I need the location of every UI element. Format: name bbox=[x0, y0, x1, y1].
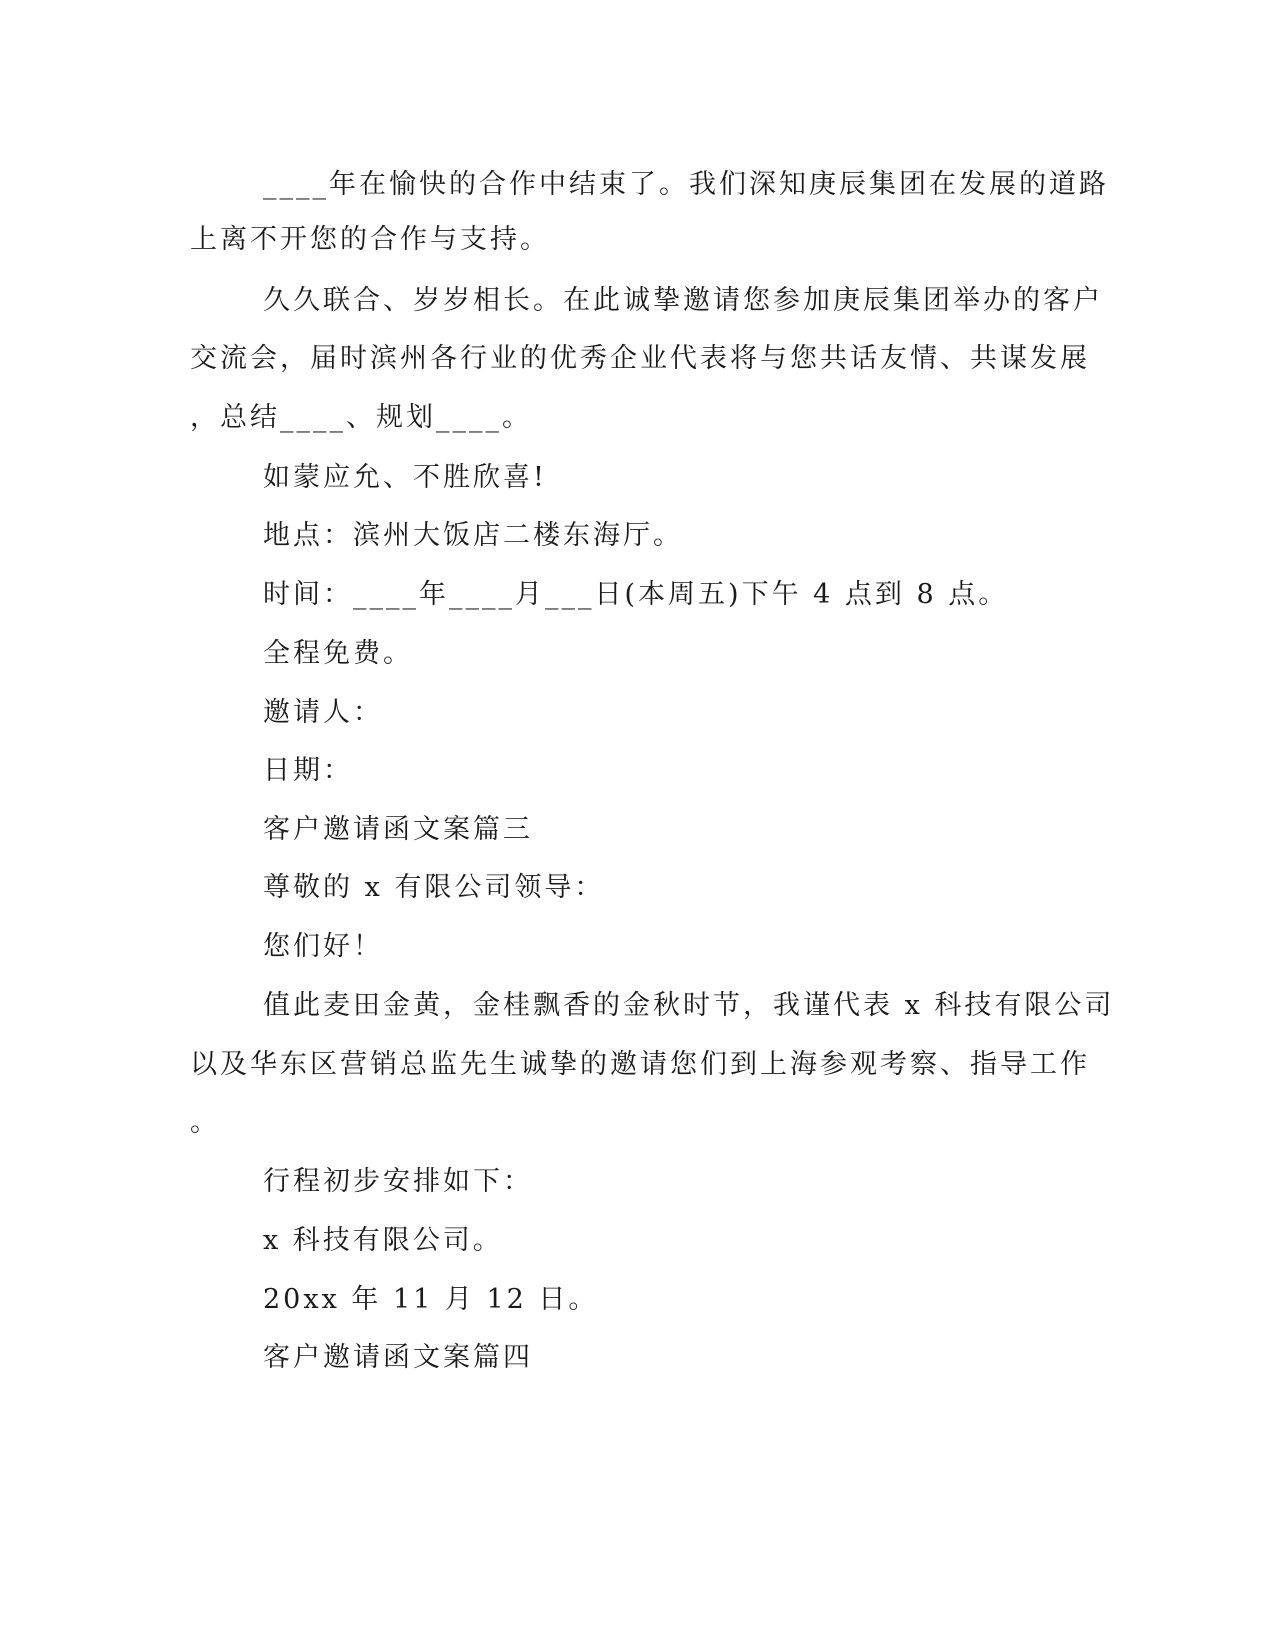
inviter-line: 邀请人： bbox=[263, 697, 383, 728]
paragraph-3-line-1: 值此麦田金黄，金桂飘香的金秋时节，我谨代表 x 科技有限公司 bbox=[263, 990, 1115, 1021]
paragraph-1-line-1: ____年在愉快的合作中结束了。我们深知庚辰集团在发展的道路 bbox=[263, 169, 1109, 200]
section-heading-3: 客户邀请函文案篇三 bbox=[263, 814, 533, 845]
salutation: 尊敬的 x 有限公司领导： bbox=[263, 872, 605, 903]
paragraph-3-line-2: 以及华东区营销总监先生诚挚的邀请您们到上海参观考察、指导工作 bbox=[190, 1049, 1090, 1080]
paragraph-3-line-3: 。 bbox=[190, 1107, 220, 1138]
location-line: 地点：滨州大饭店二楼东海厅。 bbox=[263, 520, 683, 551]
time-line: 时间：____年____月___日(本周五)下午 4 点到 8 点。 bbox=[263, 579, 1009, 610]
paragraph-2-line-3: ，总结____、规划____。 bbox=[190, 402, 532, 433]
greeting: 您们好！ bbox=[263, 931, 383, 962]
closing-wish: 如蒙应允、不胜欣喜! bbox=[263, 462, 547, 493]
itinerary-date: 20xx 年 11 月 12 日。 bbox=[263, 1284, 599, 1315]
free-of-charge-line: 全程免费。 bbox=[263, 638, 413, 669]
date-line: 日期： bbox=[263, 755, 353, 786]
itinerary-intro: 行程初步安排如下： bbox=[263, 1166, 533, 1197]
paragraph-2-line-1: 久久联合、岁岁相长。在此诚挚邀请您参加庚辰集团举办的客户 bbox=[263, 285, 1103, 316]
section-heading-4: 客户邀请函文案篇四 bbox=[263, 1342, 533, 1373]
company-line: x 科技有限公司。 bbox=[263, 1225, 503, 1256]
paragraph-1-line-2: 上离不开您的合作与支持。 bbox=[190, 224, 550, 255]
paragraph-2-line-2: 交流会，届时滨州各行业的优秀企业代表将与您共话友情、共谋发展 bbox=[190, 343, 1090, 374]
